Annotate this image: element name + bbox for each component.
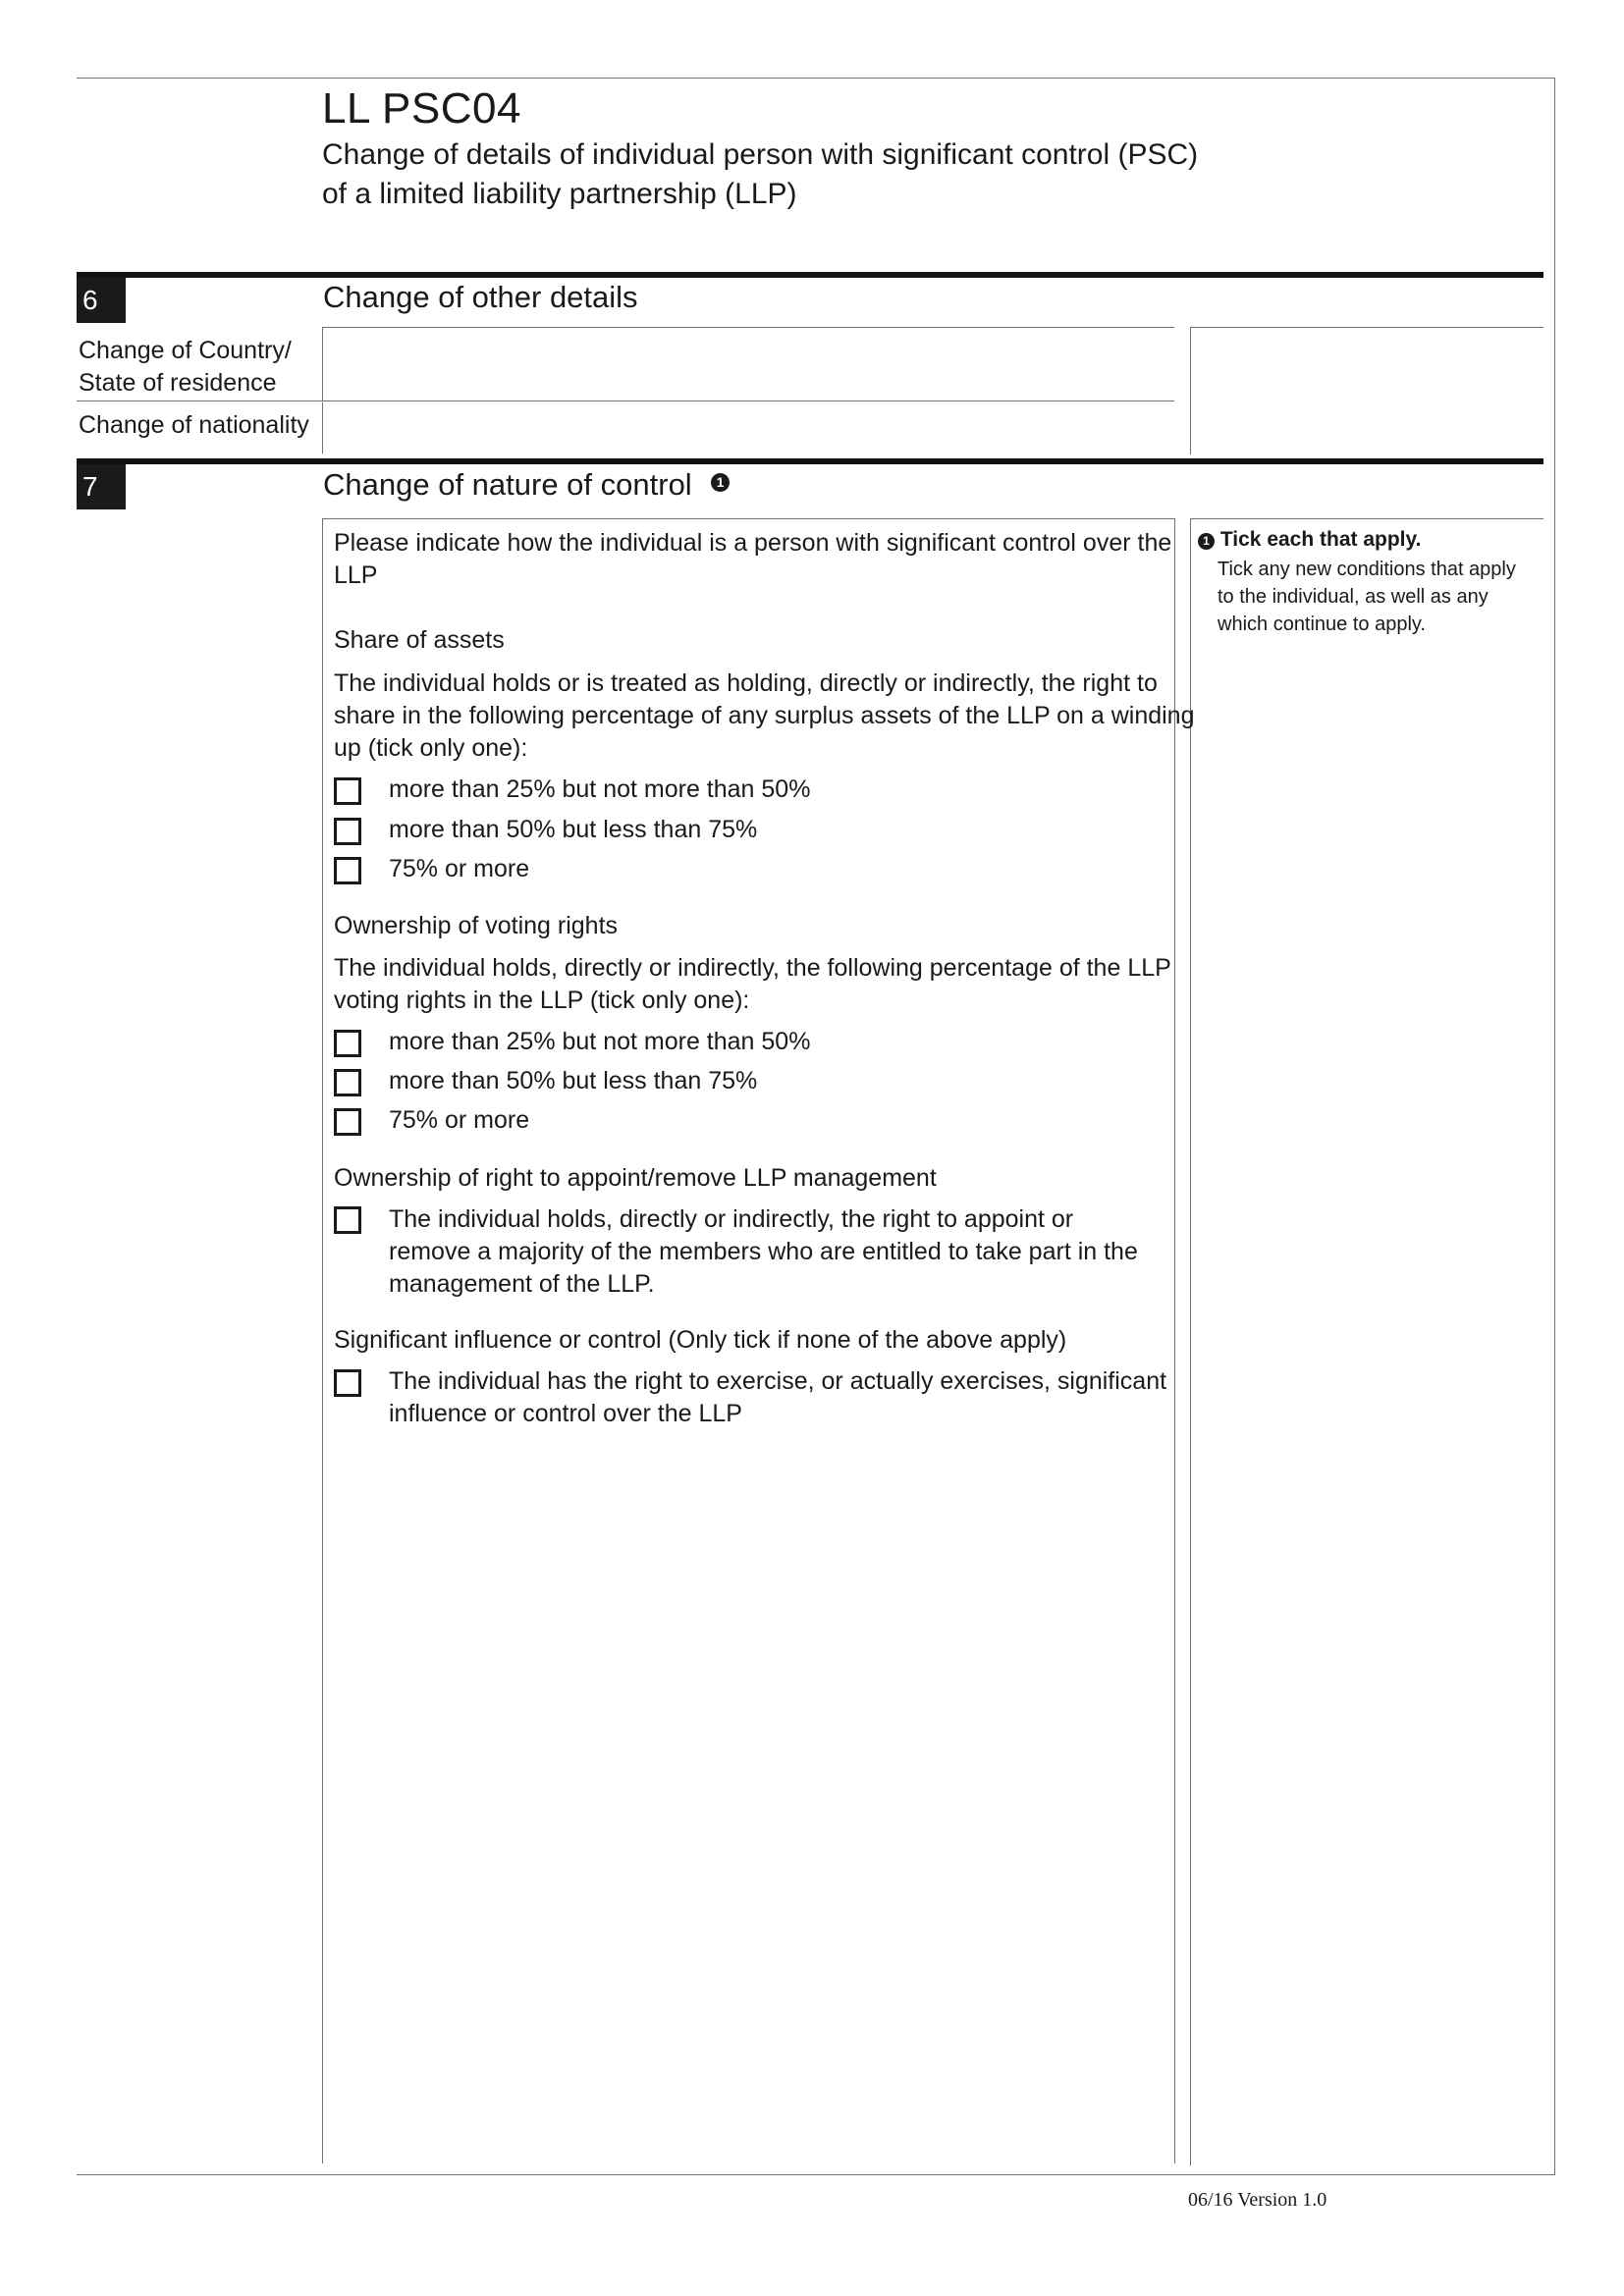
share-assets-heading: Share of assets — [334, 626, 505, 654]
section7-box-left — [322, 518, 323, 2163]
voting-rights-option-25-50: more than 25% but not more than 50% — [389, 1028, 811, 1055]
section7-box-top — [322, 518, 1174, 519]
right-border — [1554, 78, 1555, 2174]
section6-rule — [77, 272, 1543, 278]
share-assets-desc-line3: up (tick only one): — [334, 734, 528, 762]
section7-box-right — [1174, 518, 1175, 2163]
guidance-box-top — [1190, 518, 1543, 519]
voting-rights-heading: Ownership of voting rights — [334, 912, 619, 939]
share-assets-desc-line2: share in the following percentage of any surplus assets of the LLP on a winding — [334, 702, 1195, 729]
section7-rule — [77, 458, 1543, 464]
influence-checkbox[interactable] — [334, 1369, 361, 1397]
management-heading: Ownership of right to appoint/remove LLP management — [334, 1164, 937, 1192]
section7-title: Change of nature of control — [323, 467, 692, 502]
guidance-heading — [1198, 528, 1421, 552]
share-assets-checkbox-75-plus[interactable] — [334, 857, 361, 884]
management-line2: remove a majority of the members who are entitled to take part in the — [389, 1238, 1138, 1265]
voting-rights-checkbox-75-plus[interactable] — [334, 1108, 361, 1136]
share-assets-option-75-plus: 75% or more — [389, 855, 530, 882]
voting-rights-option-50-75: more than 50% but less than 75% — [389, 1067, 758, 1095]
section7-number: 7 — [77, 464, 126, 509]
share-assets-desc-line1: The individual holds or is treated as holding, directly or indirectly, the right to — [334, 669, 1158, 697]
country-label-line2: State of residence — [79, 369, 277, 397]
management-checkbox[interactable] — [334, 1206, 361, 1234]
section6-title: Change of other details — [323, 280, 638, 314]
form-title-line2: of a limited liability partnership (LLP) — [322, 178, 797, 210]
management-line1: The individual holds, directly or indirectly, the right to appoint or — [389, 1205, 1074, 1233]
influence-line2: influence or control over the LLP — [389, 1400, 742, 1427]
voting-rights-checkbox-25-50[interactable] — [334, 1030, 361, 1057]
section6-guidance-left — [1190, 327, 1191, 454]
section7-intro-line1: Please indicate how the individual is a person with significant control over the — [334, 529, 1172, 557]
influence-heading: Significant influence or control (Only tick if none of the above apply) — [334, 1326, 1067, 1354]
country-label-line1: Change of Country/ — [79, 337, 292, 364]
form-title-line1: Change of details of individual person with significant control (PSC) — [322, 138, 1199, 171]
section6-guidance-top — [1190, 327, 1543, 328]
country-of-residence-field[interactable] — [323, 328, 1173, 400]
form-code: LL PSC04 — [322, 84, 521, 133]
voting-rights-desc-line2: voting rights in the LLP (tick only one): — [334, 987, 750, 1014]
guidance-box-left — [1190, 518, 1191, 2165]
guidance-heading-text: Tick each that apply. — [1219, 528, 1422, 551]
nationality-field[interactable] — [323, 402, 1173, 454]
bottom-border — [77, 2174, 1555, 2175]
nationality-label: Change of nationality — [79, 411, 309, 439]
version-footer: 06/16 Version 1.0 — [1188, 2189, 1327, 2211]
country-row-divider — [77, 400, 322, 401]
guidance-line2: to the individual, as well as any — [1218, 586, 1489, 608]
influence-line1: The individual has the right to exercise, or actually exercises, significant — [389, 1367, 1167, 1395]
guidance-line3: which continue to apply. — [1218, 614, 1426, 635]
section6-number: 6 — [77, 278, 126, 323]
management-line3: management of the LLP. — [389, 1270, 655, 1298]
voting-rights-desc-line1: The individual holds, directly or indirectly, the following percentage of the LLP — [334, 954, 1171, 982]
top-border — [77, 78, 1555, 79]
info-note-icon: 1 — [711, 473, 730, 492]
guidance-line1: Tick any new conditions that apply — [1218, 559, 1516, 580]
nationality-field-left — [322, 402, 323, 454]
country-field-left — [322, 328, 323, 400]
share-assets-checkbox-50-75[interactable] — [334, 818, 361, 845]
guidance-marker-icon: 1 — [1198, 533, 1215, 550]
share-assets-checkbox-25-50[interactable] — [334, 777, 361, 805]
country-field-bottom — [322, 400, 1174, 401]
voting-rights-option-75-plus: 75% or more — [389, 1106, 530, 1134]
share-assets-option-25-50: more than 25% but not more than 50% — [389, 775, 811, 803]
share-assets-option-50-75: more than 50% but less than 75% — [389, 816, 758, 843]
voting-rights-checkbox-50-75[interactable] — [334, 1069, 361, 1096]
section7-intro-line2: LLP — [334, 561, 378, 589]
